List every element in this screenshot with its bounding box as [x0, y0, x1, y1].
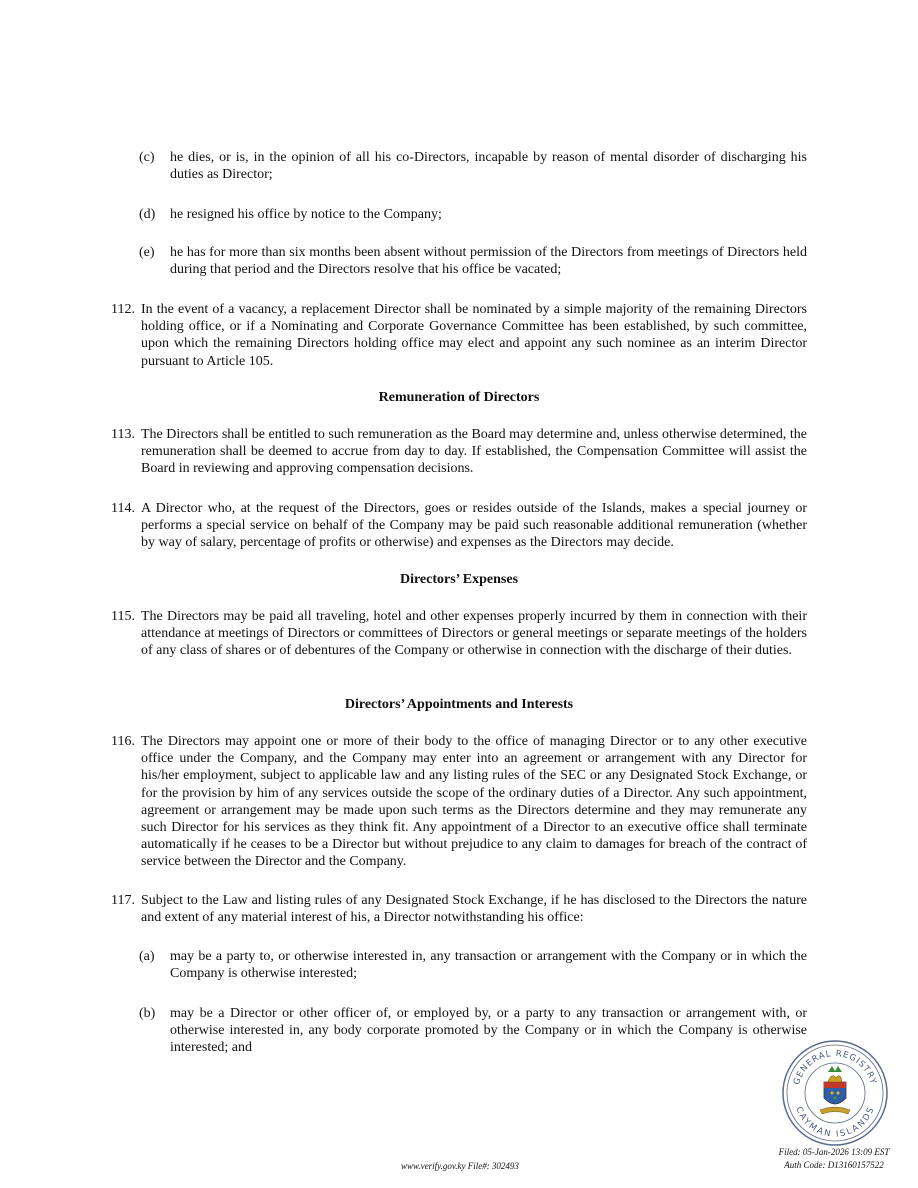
article-number: 114.: [111, 501, 135, 516]
article-text: The Directors shall be entitled to such remuneration as the Board may determine and, unless otherwise determined, the remuneration shall be deemed to accrue from day to day. If established, the Compensation Committee will assist the Board in reviewing and approving compensation decisions.: [141, 427, 807, 477]
general-registry-seal-icon: [780, 1038, 890, 1148]
item-text: may be a Director or other officer of, or employed by, or a party to any transaction or arrangement with, or otherwise interested in, any body corporate promoted by the Company or in which the Company is otherwise interested; and: [170, 1006, 807, 1056]
item-text: he resigned his office by notice to the Company;: [170, 207, 442, 222]
article-number: 112.: [111, 302, 135, 317]
item-text: may be a party to, or otherwise interested in, any transaction or arrangement with the Company or in which the Company is otherwise interested;: [170, 949, 807, 982]
section-heading: Remuneration of Directors: [378, 390, 540, 405]
article-text: The Directors may be paid all traveling, hotel and other expenses properly incurred by them in connection with their attendance at meetings of Directors or committees of Directors or general meetings or separate meetings of the holders of any class of shares or of debentures of the Company or otherwise in connection with the discharge of their duties.: [141, 609, 807, 659]
item-label: (d): [139, 207, 156, 222]
article-number: 116.: [111, 734, 135, 749]
article-number: 115.: [111, 609, 135, 624]
item-label: (a): [139, 949, 155, 964]
article-number: 113.: [111, 427, 135, 442]
verify-file-number: www.verify.gov.ky File#: 302493: [401, 1161, 519, 1171]
article-text: Subject to the Law and listing rules of any Designated Stock Exchange, if he has disclosed to the Directors the nature and extent of any material interest of his, a Director notwithstanding his office:: [141, 893, 807, 926]
seal-bottom-text: CAYMAN ISLANDS: [793, 1105, 877, 1140]
section-heading: Directors’ Appointments and Interests: [344, 697, 574, 712]
auth-code: Auth Code: D13160157522: [784, 1160, 884, 1170]
item-label: (b): [139, 1006, 156, 1021]
article-number: 117.: [111, 893, 135, 908]
filed-date: Filed: 05-Jan-2026 13:09 EST: [778, 1147, 890, 1157]
item-text: he has for more than six months been absent without permission of the Directors from meetings of Directors held during that period and the Directors resolve that his office be vacated;: [170, 245, 807, 278]
item-label: (e): [139, 245, 155, 260]
article-text: In the event of a vacancy, a replacement Director shall be nominated by a simple majority of the remaining Directors holding office, or if a Nominating and Corporate Governance Committee has been established, by such committee, upon which the remaining Directors holding office may elect and appoint any such nominee as an interim Director pursuant to Article 105.: [141, 302, 807, 369]
item-label: (c): [139, 150, 155, 165]
article-text: A Director who, at the request of the Directors, goes or resides outside of the Islands, makes a special journey or performs a special service on behalf of the Company may be paid such reasonable additional remuneration (whether by way of salary, percentage of profits or otherwise) and expenses as the Directors may decide.: [141, 501, 807, 551]
seal-top-text: GENERAL REGISTRY: [792, 1048, 878, 1086]
article-text: The Directors may appoint one or more of their body to the office of managing Director or to any other executive office under the Company, and the Company may enter into an agreement or arrangement with any Director for his/her employment, subject to applicable law and any listing rules of the SEC or any Designated Stock Exchange, or for the provision by him of any services outside the scope of the ordinary duties of a Director. Any such appointment, agreement or arrangement may be made upon such terms as the Directors determine and they may remunerate any such Director for his services as they think fit. Any appointment of a Director to an executive office shall terminate automatically if he ceases to be a Director but without prejudice to any claim to damages for breach of the contract of service between the Director and the Company.: [141, 734, 807, 870]
item-text: he dies, or is, in the opinion of all his co-Directors, incapable by reason of mental disorder of discharging his duties as Director;: [170, 150, 807, 183]
section-heading: Directors’ Expenses: [399, 572, 519, 587]
filing-stamp: [760, 1146, 908, 1172]
